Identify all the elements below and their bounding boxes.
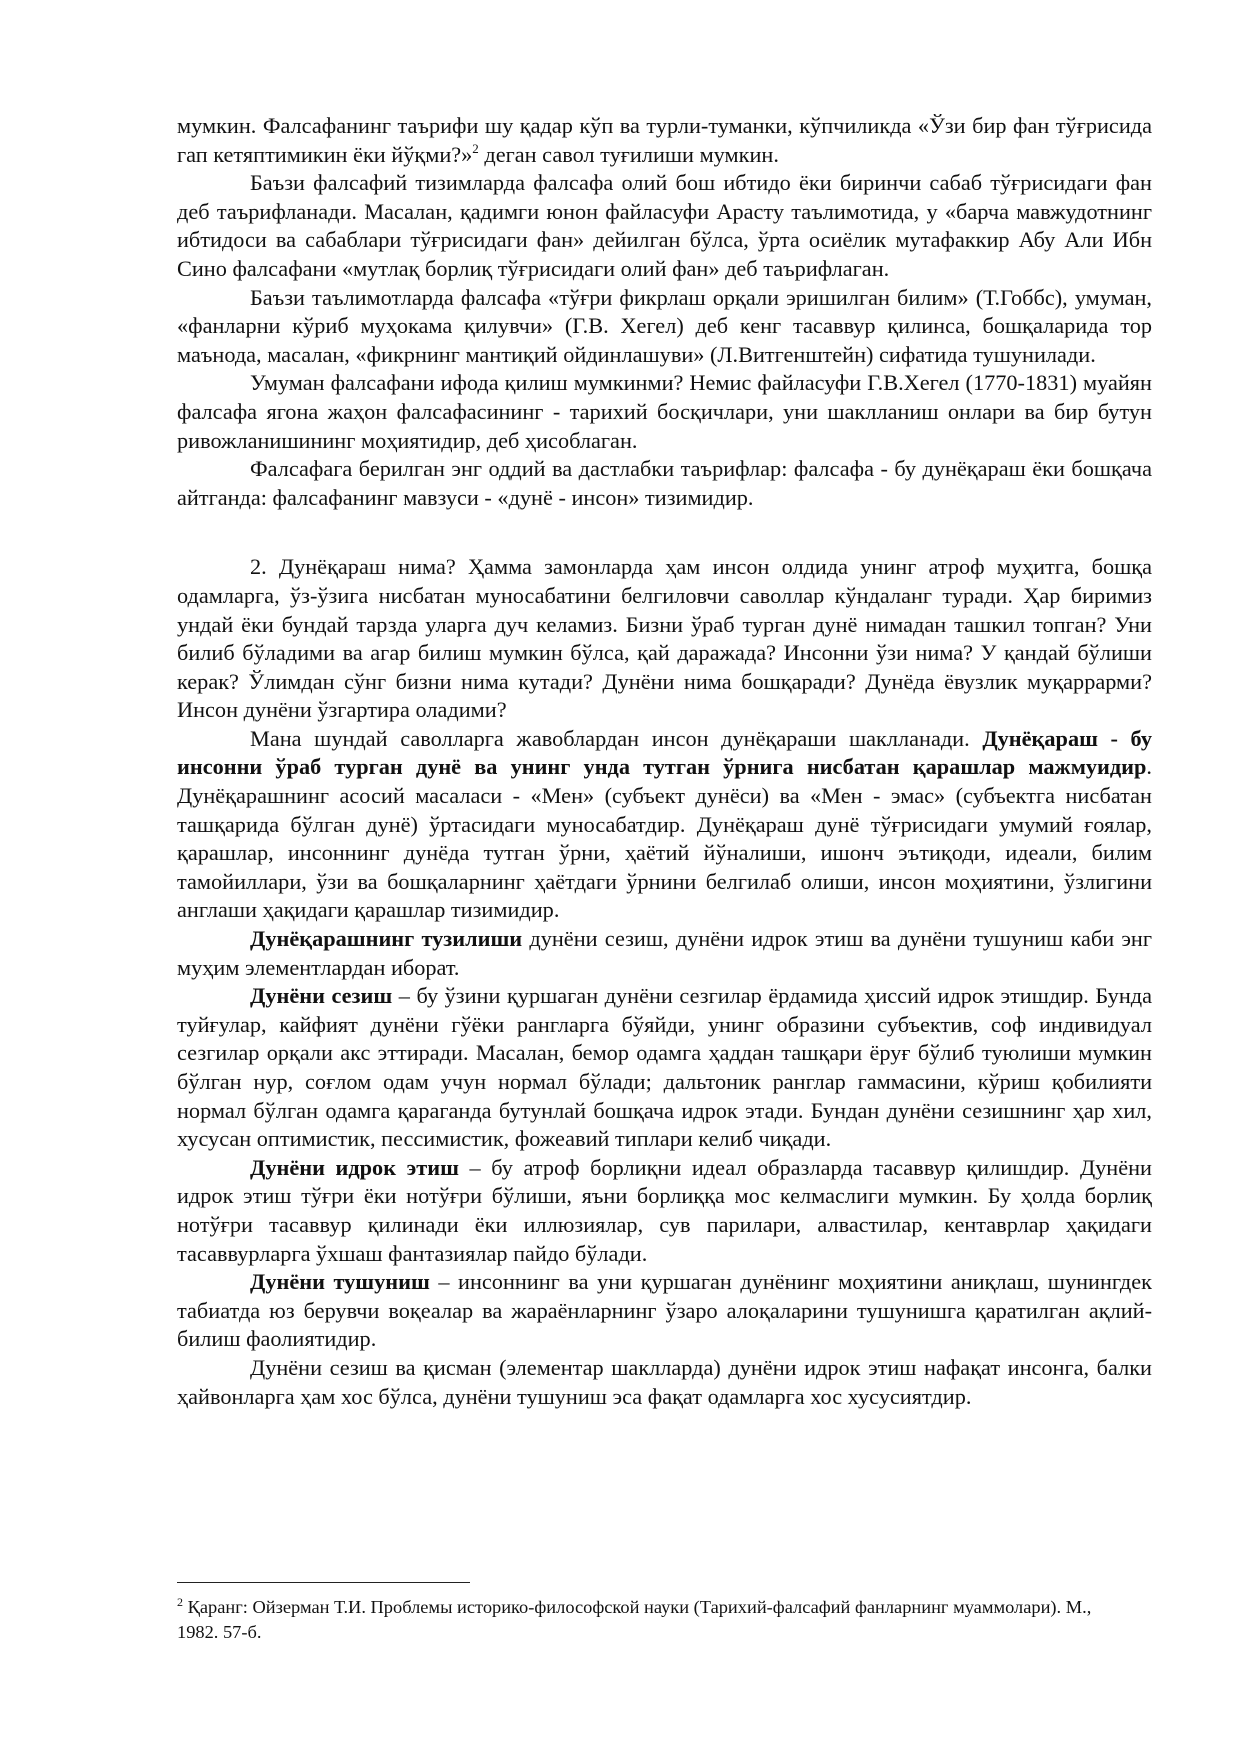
paragraph-world-understanding bbox=[177, 1268, 1152, 1354]
paragraph-worldview-question: 2. Дунёқараш нима? Ҳамма замонларда ҳам инсон олдида унинг атроф муҳитга, бошқа одамларга, ўз-ўзига нисбатан муносабатини белгиловчи саволлар кўндаланг туради. Ҳар биримиз ундай ёки бундай тарзда уларга дуч келамиз. Бизни ўраб турган дунё нимадан ташкил топган? Уни билиб бўладими ва агар билиш мумкин бўлса, қай даражада? Инсонни ўзи нима? У қандай бўлиши керак? Ўлимдан сўнг бизни нима кутади? Дунёни нима бошқаради? Дунёда ёвузлик муқаррарми? Инсон дунёни ўзгартира оладими? bbox=[177, 554, 1152, 723]
paragraph-teachings: Баъзи таълимотларда фалсафа «тўғри фикрлаш орқали эришилган билим» (Т.Гоббс), умуман, «фанларни кўриб муҳокама қилувчи» (Г.В. Хегел) деб кенг тасаввур қилинса, бошқаларида тор маънода, масалан, «фикрнинг мантиқий ойдинлашуви» (Л.Витгенштейн) сифатида тушунилади. bbox=[177, 284, 1152, 367]
paragraph-philosophy-definitions: Баъзи фалсафий тизимларда фалсафа олий бош ибтидо ёки биринчи сабаб тўғрисидаги фан деб таърифланади. Масалан, қадимги юнон файласуфи Арасту таълимотида, у «барча мавжудотнинг ибтидоси ва сабаблари тўғрисидаги фан» дейилган бўлса, ўрта осиёлик мутафаккир Абу Али Ибн Сино фалсафани «мутлақ борлиқ тўғрисидаги олий фан» деб таърифлаган. bbox=[177, 170, 1152, 281]
paragraph-text: – бу атроф борлиқни идеал образларда тасаввур қилишдир. Дунёни идрок этиш тўғри ёки нотўғри бўлиши, яъни борлиққа мос келмаслиги мумкин. Бу ҳолда борлиқ нотўғри тасаввур қилинади ёки иллюзиялар, сув парилари, алвастилар, кентаврлар ҳақидаги тасаввурларга ўхшаш фантазиялар пайдо бўлади. bbox=[177, 1154, 1152, 1266]
document-body bbox=[177, 112, 1152, 1411]
bold-term: Дунёни тушуниш bbox=[250, 1269, 430, 1295]
footnote-number: 2 bbox=[177, 1595, 183, 1609]
bold-definition: Дунёқараш - бу инсонни ўраб турган дунё ва унинг унда тутган ўрнига нисбатан қарашлар мажмуидир bbox=[177, 725, 1153, 780]
section-gap bbox=[177, 512, 1152, 553]
paragraph-world-sensing bbox=[177, 982, 1152, 1154]
footnote-reference[interactable]: 2 bbox=[472, 140, 479, 156]
paragraph-hegel: Умуман фалсафани ифода қилиш мумкинми? Немис файласуфи Г.В.Хегел (1770-1831) муайян фалсафа ягона жаҳон фалсафасининг - тарихий босқичлари, уни шаклланиш онлари ва бир бутун ривожланишининг моҳиятидир, деб ҳисоблаган. bbox=[177, 370, 1152, 453]
paragraph-text: – бу ўзини қуршаган дунёни сезгилар ёрдамида ҳиссий идрок этишдир. Бунда туйғулар, кайфият дунёни гўёки рангларга бўяйди, унинг образини субъектив, соф индивидуал сезгилар орқали акс эттиради. Масалан, бемор одамга ҳаддан ташқари ёруғ бўлиб туюлиши мумкин бўлган нур, соғлом одам учун нормал бўлади; дальтоник ранглар гаммасини, кўриш қобилияти нормал бўлган одамга қараганда бутунлай бошқача идрок этади. Бундан дунёни сезишнинг ҳар хил, хусусан оптимистик, пессимистик, фожеавий типлари келиб чиқади. bbox=[177, 983, 1153, 1152]
paragraph-text: . Дунёқарашнинг асосий масаласи - «Мен» (субъект дунёси) ва «Мен - эмас» (субъектга нисбатан ташқарида бўлган дунё) ўртасидаги муносабатдир. Дунёқараш дунё тўғрисидаги умумий ғоялар, қарашлар, инсоннинг дунёда тутган ўрни, ҳаётий йўналиши, ишонч эътиқоди, идеали, билим тамойиллари, ўзи ва бошқаларнинг ҳаётдаги ўрнини белгилаб олиши, инсон моҳиятини, ўзлигини англаши ҳақидаги қарашлар тизимидир. bbox=[177, 754, 1152, 923]
bold-term: Дунёқарашнинг тузилиши bbox=[250, 926, 523, 952]
footnote bbox=[177, 1595, 1117, 1645]
footnote-divider bbox=[177, 1582, 470, 1583]
paragraph-worldview-definition bbox=[177, 725, 1152, 925]
paragraph-text: Мана шундай саволларга жавоблардан инсон дунёқараши шаклланади. bbox=[250, 725, 983, 751]
paragraph-worldview-structure bbox=[177, 925, 1152, 982]
footnote-text: Қаранг: Ойзерман Т.И. Проблемы историко-философской науки (Тарихий-фалсафий фанларнинг муаммолари). М., 1982. 57-б. bbox=[177, 1597, 1092, 1642]
paragraph-simple-definition: Фалсафага берилган энг оддий ва дастлабки таърифлар: фалсафа - бу дунёқараш ёки бошқача айтганда: фалсафанинг мавзуси - «дунё - инсон» тизимидир. bbox=[177, 456, 1152, 510]
bold-term: Дунёни идрок этиш bbox=[250, 1154, 459, 1180]
bold-term: Дунёни сезиш bbox=[250, 983, 393, 1009]
paragraph-text: деган савол туғилиши мумкин. bbox=[478, 141, 779, 167]
paragraph-text: – инсоннинг ва уни қуршаган дунёнинг моҳиятини аниқлаш, шунингдек табиатда юз берувчи воқеалар ва жараёнларнинг ўзаро алоқаларини тушунишга қаратилган ақлий-билиш фаолиятидир. bbox=[177, 1269, 1152, 1352]
paragraph-world-perception bbox=[177, 1154, 1152, 1268]
paragraph-conclusion: Дунёни сезиш ва қисман (элементар шаклларда) дунёни идрок этиш нафақат инсонга, балки ҳайвонларга ҳам хос бўлса, дунёни тушуниш эса фақат одамларга хос хусусиятдир. bbox=[177, 1354, 1152, 1409]
paragraph-continuation bbox=[177, 112, 1152, 169]
paragraph-text: дунёни сезиш, дунёни идрок этиш ва дунёни тушуниш каби энг муҳим элементлардан иборат. bbox=[177, 926, 1152, 980]
paragraph-text: мумкин. Фалсафанинг таърифи шу қадар кўп ва турли-туманки, кўпчиликда «Ўзи бир фан тўғрисида гап кетяптимикин ёки йўқми?» bbox=[177, 113, 1152, 167]
